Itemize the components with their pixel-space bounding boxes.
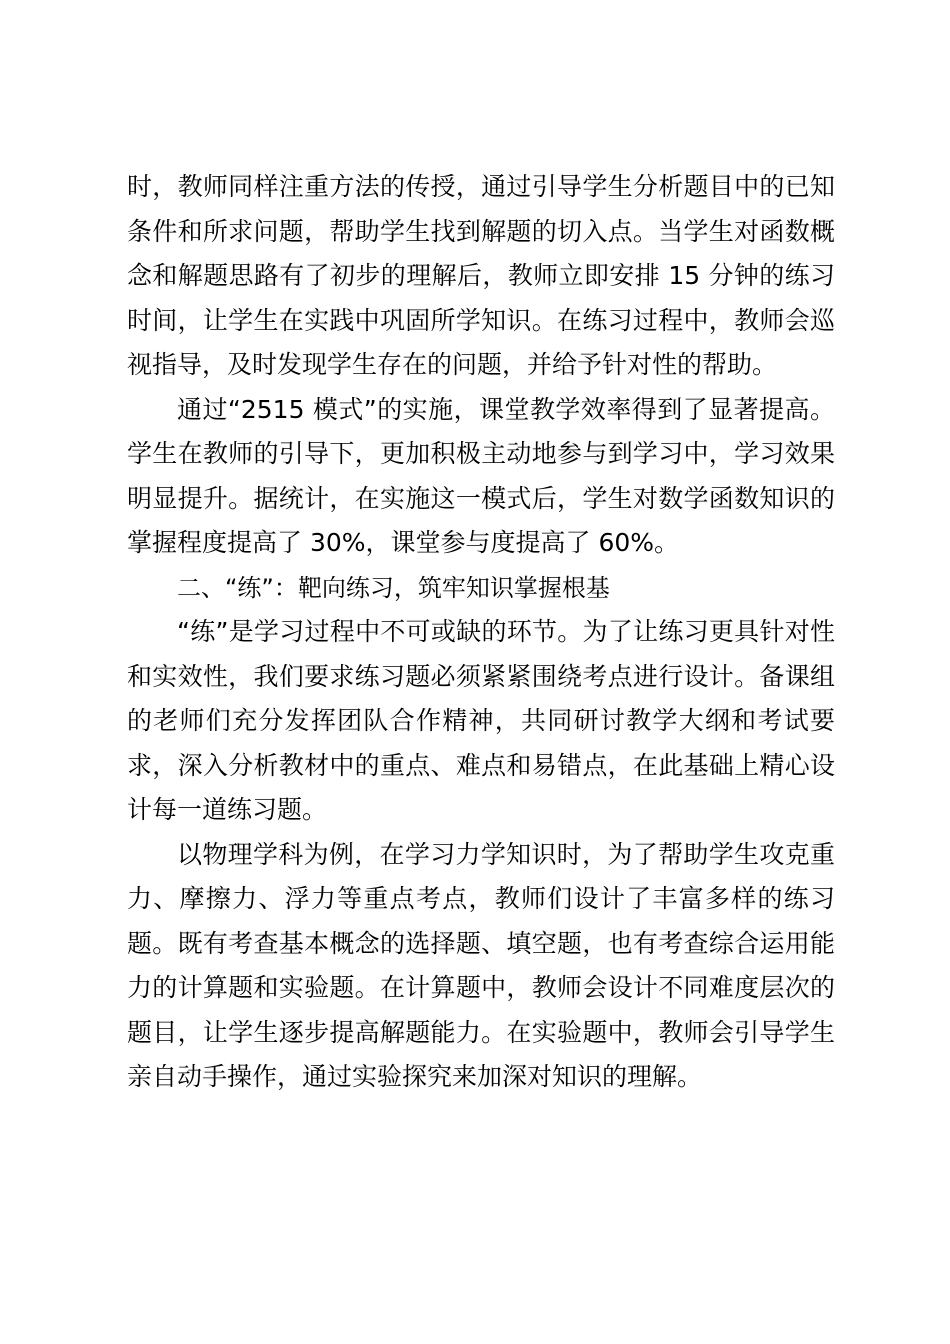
paragraph-continuation: 时，教师同样注重方法的传授，通过引导学生分析题目中的已知条件和所求问题，帮助学生找到解题的切入点。当学生对函数概念和解题思路有了初步的理解后，教师立即安排 15 分钟的练习时间，让学生在实践中巩固所学知识。在练习过程中，教师会巡视指导，及时发现学生存在的问题，并给予针对性的帮助。	[127, 172, 835, 379]
paragraph-physics-example: 以物理学科为例，在学习力学知识时，为了帮助学生攻克重力、摩擦力、浮力等重点考点，教师们设计了丰富多样的练习题。既有考查基本概念的选择题、填空题，也有考查综合运用能力的计算题和实验题。在计算题中，教师会设计不同难度层次的题目，让学生逐步提高解题能力。在实验题中，教师会引导学生亲自动手操作，通过实验探究来加深对知识的理解。	[127, 839, 835, 1091]
section-heading-practice: 二、“练”：靶向练习，筑牢知识掌握根基	[177, 573, 610, 602]
paragraph-2515-model-results: 通过“2515 模式”的实施，课堂教学效率得到了显著提高。学生在教师的引导下，更加积极主动地参与到学习中，学习效果明显提升。据统计，在实施这一模式后，学生对数学函数知识的掌握程度提高了 30%，课堂参与度提高了 60%。	[127, 394, 835, 557]
paragraph-practice-intro: “练”是学习过程中不可或缺的环节。为了让练习更具针对性和实效性，我们要求练习题必须紧紧围绕考点进行设计。备课组的老师们充分发挥团队合作精神，共同研讨教学大纲和考试要求，深入分析教材中的重点、难点和易错点，在此基础上精心设计每一道练习题。	[127, 617, 835, 824]
document-body	[127, 165, 835, 1100]
